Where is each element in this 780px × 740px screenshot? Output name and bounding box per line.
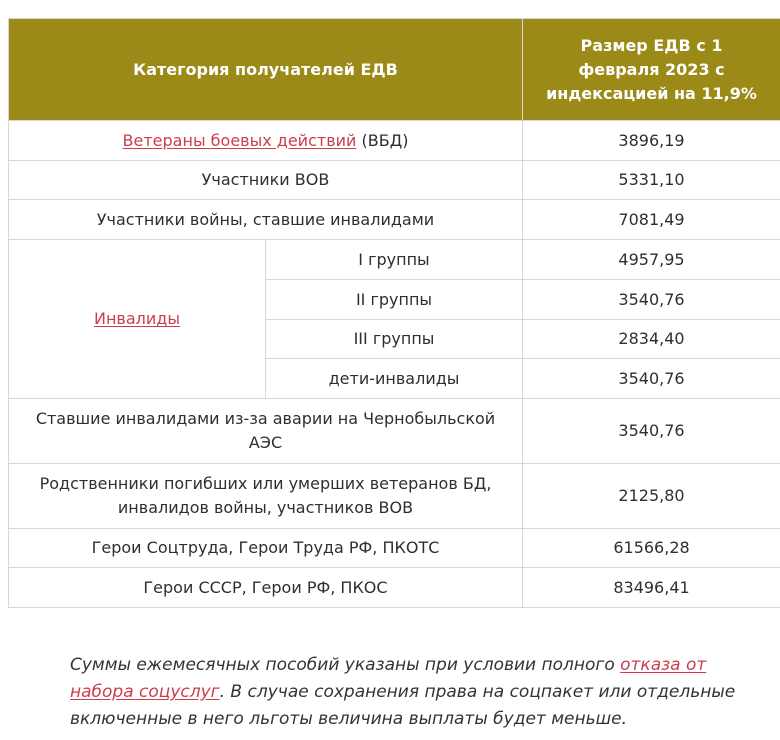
veterans-suffix: (ВБД) — [356, 130, 409, 150]
amount-cell: 4957,95 — [523, 240, 780, 280]
amount-cell: 83496,41 — [523, 568, 780, 608]
category-cell — [9, 121, 523, 161]
table-row — [9, 568, 780, 608]
group-cell: I группы — [266, 240, 523, 280]
amount-cell: 61566,28 — [523, 529, 780, 568]
footnote-text-start: Суммы ежемесячных пособий указаны при условии полного — [70, 655, 621, 675]
amount-cell: 3540,76 — [523, 359, 780, 399]
category-cell: Герои Соцтруда, Герои Труда РФ, ПКОТС — [9, 529, 523, 568]
edv-table — [8, 18, 780, 608]
social-package-link[interactable]: отказа от набора соцуслуг — [70, 655, 707, 702]
category-cell: Родственники погибших или умерших ветеранов БД, инвалидов войны, участников ВОВ — [9, 464, 523, 529]
amount-cell: 7081,49 — [523, 200, 780, 240]
amount-cell: 3540,76 — [523, 280, 780, 320]
amount-cell: 2125,80 — [523, 464, 780, 529]
table-row — [9, 161, 780, 200]
table-row — [9, 240, 780, 280]
footnote-text-end: . В случае сохранения права на соцпакет или отдельные включенные в него льготы величина выплаты будет меньше. — [70, 682, 736, 729]
amount-cell: 3540,76 — [523, 399, 780, 464]
amount-cell: 3896,19 — [523, 121, 780, 161]
veterans-link[interactable]: Ветераны боевых действий — [122, 130, 357, 150]
category-cell: Герои СССР, Герои РФ, ПКОС — [9, 568, 523, 608]
table-row — [9, 529, 780, 568]
group-cell: II группы — [266, 280, 523, 320]
disabled-link[interactable]: Инвалиды — [94, 309, 180, 328]
table-row — [9, 121, 780, 161]
group-cell: дети-инвалиды — [266, 359, 523, 399]
table-row — [9, 399, 780, 464]
category-cell: Участники войны, ставшие инвалидами — [9, 200, 523, 240]
disabled-category-cell — [9, 240, 266, 399]
table-row — [9, 464, 780, 529]
header-amount: Размер ЕДВ с 1 февраля 2023 с индексацией на 11,9% — [523, 19, 780, 121]
footnote — [70, 652, 770, 733]
table-row — [9, 200, 780, 240]
amount-cell: 2834,40 — [523, 320, 780, 359]
category-cell: Ставшие инвалидами из-за аварии на Чернобыльской АЭС — [9, 399, 523, 464]
amount-cell: 5331,10 — [523, 161, 780, 200]
header-category: Категория получателей ЕДВ — [9, 19, 523, 121]
category-cell: Участники ВОВ — [9, 161, 523, 200]
table-header-row — [9, 19, 780, 121]
group-cell: III группы — [266, 320, 523, 359]
